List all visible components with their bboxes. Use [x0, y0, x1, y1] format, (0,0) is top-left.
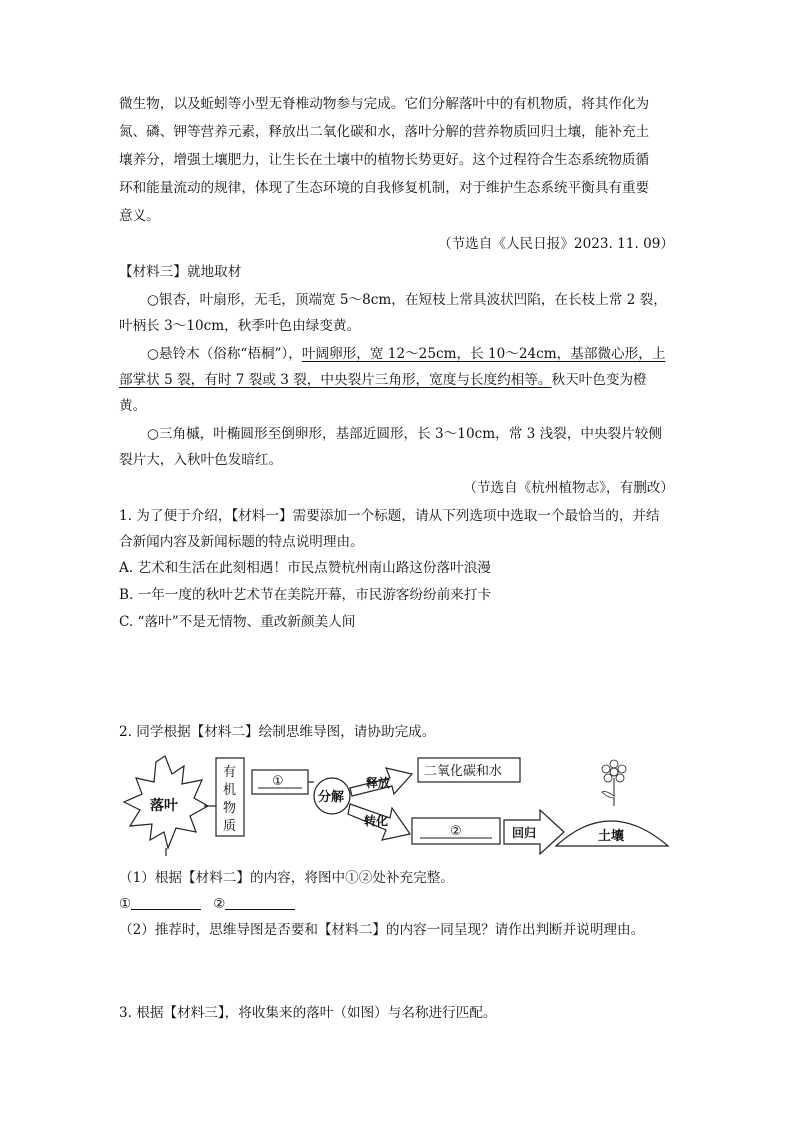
blank-2-label: ② [213, 896, 226, 912]
plane-intro: ○悬铃木（俗称“梧桐”）， [147, 346, 302, 362]
plane-tree-description: 黄。 [119, 398, 147, 414]
option-c: C. “落叶”不是无情物、重改新颜美人间 [119, 614, 356, 630]
paragraph-line: 意义。 [119, 208, 160, 224]
ginkgo-description: 叶柄长 3～10cm，秋季叶色由绿变黄。 [119, 318, 361, 334]
release-label: 释放 [366, 776, 391, 790]
organic-char: 物 [223, 801, 237, 816]
flower-icon [610, 768, 618, 776]
plane-tree-description [147, 344, 665, 364]
section-heading: 【材料三】就地取材 [119, 264, 242, 280]
leaf-label: 落叶 [150, 798, 178, 814]
answer-blank-2[interactable] [225, 895, 295, 910]
option-a: A. 艺术和生活在此刻相遇！市民点赞杭州南山路这份落叶浪漫 [119, 560, 491, 576]
maple-description: 裂片大，入秋叶色发暗红。 [119, 452, 283, 468]
underlined-text: 部掌状 5 裂，有时 7 裂或 3 裂，中央裂片三角形，宽度与长度约相等。 [119, 372, 552, 388]
question-2-stem: 2. 同学根据【材料二】绘制思维导图，请协助完成。 [119, 724, 436, 740]
blank-2-marker: ② [450, 824, 462, 839]
product-label: 二氧化碳和水 [424, 764, 503, 779]
transform-label: 转化 [364, 814, 389, 828]
decompose-label: 分解 [318, 790, 345, 805]
organic-char: 有 [223, 765, 237, 780]
paragraph-line: 微生物，以及蚯蚓等小型无脊椎动物参与完成。它们分解落叶中的有机物质，将其作化为 [119, 96, 650, 112]
organic-char: 质 [223, 819, 237, 834]
ginkgo-description: ○银杏，叶扇形，无毛，顶端宽 5～8cm，在短枝上常具波状凹陷，在长枝上常 2 裂， [147, 292, 667, 308]
mind-map-diagram [120, 748, 680, 860]
answer-blanks [119, 894, 679, 914]
source-citation: （节选自《人民日报》2023. 11. 09） [437, 236, 674, 252]
source-citation: （节选自《杭州植物志》，有删改） [463, 480, 674, 496]
question-2-sub-1: （1）根据【材料二】的内容，将图中①②处补充完整。 [119, 870, 454, 886]
question-2-sub-2: （2）推荐时，思维导图是否要和【材料二】的内容一同呈现？请作出判断并说明理由。 [119, 922, 645, 938]
return-label: 回归 [512, 826, 537, 840]
plane-end: 秋天叶色变为橙 [551, 372, 647, 388]
blank-1-label: ① [119, 896, 132, 912]
soil-label: 土壤 [598, 829, 625, 844]
answer-blank-1[interactable] [131, 895, 201, 910]
option-b: B. 一年一度的秋叶艺术节在美院开幕，市民游客纷纷前来打卡 [119, 587, 492, 603]
question-3-stem: 3. 根据【材料三】，将收集来的落叶（如图）与名称进行匹配。 [119, 1005, 497, 1021]
organic-char: 机 [223, 783, 237, 798]
blank-1-marker: ① [272, 774, 284, 789]
underlined-text: 叶阔卵形，宽 12～25cm，长 10～24cm，基部微心形，上 [301, 346, 666, 362]
question-1-stem: 1. 为了便于介绍，【材料一】需要添加一个标题，请从下列选项中选取一个最恰当的，并结 [119, 508, 660, 524]
question-1-stem: 合新闻内容及新闻标题的特点说明理由。 [119, 534, 364, 550]
plane-tree-description [119, 370, 679, 390]
maple-description: ○三角槭，叶椭圆形至倒卵形，基部近圆形，长 3～10cm，常 3 浅裂，中央裂片较侧 [147, 426, 662, 442]
paragraph-line: 氮、磷、钾等营养元素，释放出二氧化碳和水，落叶分解的营养物质回归土壤，能补充土 [119, 124, 650, 140]
paragraph-line: 壤养分，增强土壤肥力，让生长在土壤中的植物长势更好。这个过程符合生态系统物质循 [119, 152, 650, 168]
paragraph-line: 环和能量流动的规律，体现了生态环境的自我修复机制，对于维护生态系统平衡具有重要 [119, 180, 650, 196]
